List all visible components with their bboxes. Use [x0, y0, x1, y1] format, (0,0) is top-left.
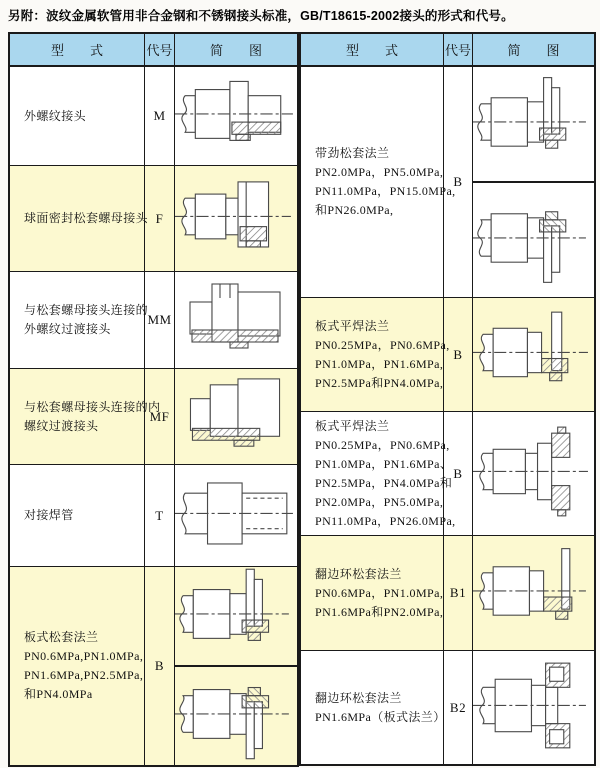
table-header-row	[10, 34, 297, 67]
flange-flared-ring-diagram	[473, 536, 594, 650]
flange-loose-plate-down-diagram	[175, 667, 297, 765]
type-cell	[10, 465, 145, 566]
type-cell	[301, 298, 450, 411]
type-line: PN1.6MPa和PN2.0MPa,	[315, 604, 444, 619]
code-cell	[145, 272, 175, 368]
fitting-mm-adapter-diagram	[175, 272, 297, 368]
table-row	[301, 67, 594, 298]
flange-loose-plate-up-diagram	[175, 567, 297, 665]
type-line: PN0.25MPa，PN0.6MPa,	[315, 337, 450, 352]
code-label: M	[153, 108, 166, 123]
code-label: T	[155, 507, 164, 523]
table-row	[10, 567, 297, 765]
table-header-row	[301, 34, 594, 67]
flange-neck-up-diagram	[473, 67, 594, 181]
diagram-column	[473, 298, 594, 411]
type-cell	[301, 536, 444, 650]
type-line: PN2.5MPa和PN4.0MPa,	[315, 375, 444, 390]
diagram-cell	[175, 369, 297, 464]
table-row	[10, 369, 297, 465]
code-label: MM	[147, 312, 172, 327]
table-row	[301, 651, 594, 764]
table-row	[301, 536, 594, 651]
code-cell	[145, 369, 175, 464]
fittings-table-left	[8, 32, 299, 767]
type-cell	[301, 67, 456, 297]
type-line: PN0.25MPa，PN0.6MPa,	[315, 437, 450, 452]
fitting-mf-adapter-diagram	[175, 369, 297, 464]
fitting-male-thread-diagram	[175, 67, 297, 165]
type-line: PN0.6MPa，PN1.0MPa,	[315, 585, 444, 600]
type-cell	[10, 166, 149, 271]
code-label: B1	[449, 585, 467, 600]
page-title: 另附：波纹金属软管用非合金钢和不锈钢接头标准，GB/T18615-2002接头的形式和代号。	[8, 9, 514, 23]
diagram-cell	[473, 181, 594, 297]
fitting-butt-weld-diagram	[175, 465, 297, 566]
code-cell	[444, 67, 473, 297]
diagram-cell	[473, 298, 594, 411]
type-line: 翻边环松套法兰	[315, 566, 402, 581]
type-line: 球面密封松套螺母接头	[24, 211, 149, 225]
type-line: PN11.0MPa，PN15.0MPa,	[315, 184, 456, 198]
diagram-column	[175, 67, 297, 165]
code-cell	[444, 651, 473, 764]
code-label: B	[154, 658, 165, 673]
diagram-column	[473, 536, 594, 650]
type-cell	[301, 412, 456, 535]
type-cell	[10, 567, 145, 765]
type-line: 带劲松套法兰	[315, 146, 390, 160]
type-line: PN2.0MPa，PN5.0MPa,	[315, 165, 444, 179]
diagram-cell	[473, 412, 594, 535]
diagram-cell	[175, 665, 297, 765]
code-label: B	[453, 465, 463, 481]
type-line: 板式松套法兰	[24, 630, 99, 644]
header-type: 型 式	[10, 34, 145, 65]
code-label: MF	[149, 408, 170, 424]
type-line: 外螺纹过渡接头	[24, 322, 111, 336]
header-diagram: 简 图	[209, 43, 262, 58]
flange-neck-down-diagram	[473, 183, 594, 297]
type-line: 外螺纹接头	[24, 108, 87, 123]
diagram-cell	[175, 465, 297, 566]
code-cell	[145, 567, 175, 765]
flange-flat-weld-diagram	[473, 298, 594, 411]
table-row	[10, 67, 297, 166]
table-row	[10, 465, 297, 567]
type-line: 螺纹过渡接头	[24, 418, 99, 433]
code-cell	[444, 536, 473, 650]
type-line: 与松套螺母接头连接的	[24, 303, 149, 317]
table-row	[10, 272, 297, 369]
table-row	[301, 412, 594, 536]
type-line: 和PN4.0MPa	[24, 687, 93, 701]
table-row	[301, 298, 594, 412]
type-cell	[10, 272, 149, 368]
code-cell	[145, 465, 175, 566]
diagram-column	[175, 567, 297, 765]
flange-flat-weld-2-diagram	[473, 412, 594, 535]
type-line: PN1.6MPa（板式法兰）	[315, 709, 446, 724]
header-diagram: 简 图	[507, 43, 560, 58]
diagram-cell	[473, 536, 594, 650]
diagram-cell	[175, 166, 297, 271]
type-line: PN0.6MPa,PN1.0MPa,	[24, 649, 144, 663]
type-cell	[301, 651, 444, 764]
diagram-column	[473, 412, 594, 535]
table-row	[10, 166, 297, 272]
type-line: 和PN26.0MPa,	[315, 203, 394, 217]
type-line: 板式平焊法兰	[315, 418, 390, 433]
diagram-cell	[175, 67, 297, 165]
fittings-table-right	[299, 32, 596, 766]
code-label: F	[155, 210, 164, 226]
type-line: 翻边环松套法兰	[315, 690, 402, 705]
type-line: PN1.0MPa，PN1.6MPa、	[315, 456, 453, 471]
diagram-cell	[175, 567, 297, 665]
type-line: PN11.0MPa，PN26.0MPa,	[315, 513, 456, 528]
diagram-cell	[473, 651, 594, 764]
header-code: 代号	[444, 34, 473, 65]
code-label: B2	[449, 699, 467, 715]
type-line: PN2.5MPa，PN4.0MPa和	[315, 475, 453, 490]
type-line: 对接焊管	[24, 508, 74, 522]
code-cell	[444, 412, 473, 535]
diagram-column	[473, 67, 594, 297]
flange-flared-ring-plate-diagram	[473, 651, 594, 764]
type-line: 板式平焊法兰	[315, 318, 390, 333]
code-cell	[145, 166, 175, 271]
diagram-cell	[473, 67, 594, 181]
diagram-column	[473, 651, 594, 764]
diagram-cell	[175, 272, 297, 368]
header-type: 型 式	[301, 34, 444, 65]
code-label: B	[453, 174, 463, 189]
diagram-column	[175, 272, 297, 368]
type-line: PN1.0MPa，PN1.6MPa,	[315, 356, 444, 371]
header-code: 代号	[145, 34, 175, 65]
fitting-loose-nut-diagram	[175, 166, 297, 271]
code-cell	[145, 67, 175, 165]
type-line: PN1.6MPa,PN2.5MPa,	[24, 668, 144, 682]
code-cell	[444, 298, 473, 411]
type-line: PN2.0MPa，PN5.0MPa,	[315, 494, 444, 509]
diagram-column	[175, 166, 297, 271]
type-cell	[10, 67, 145, 165]
diagram-column	[175, 369, 297, 464]
diagram-column	[175, 465, 297, 566]
code-label: B	[453, 346, 463, 362]
type-line: 与松套螺母接头连接的内	[24, 399, 161, 414]
